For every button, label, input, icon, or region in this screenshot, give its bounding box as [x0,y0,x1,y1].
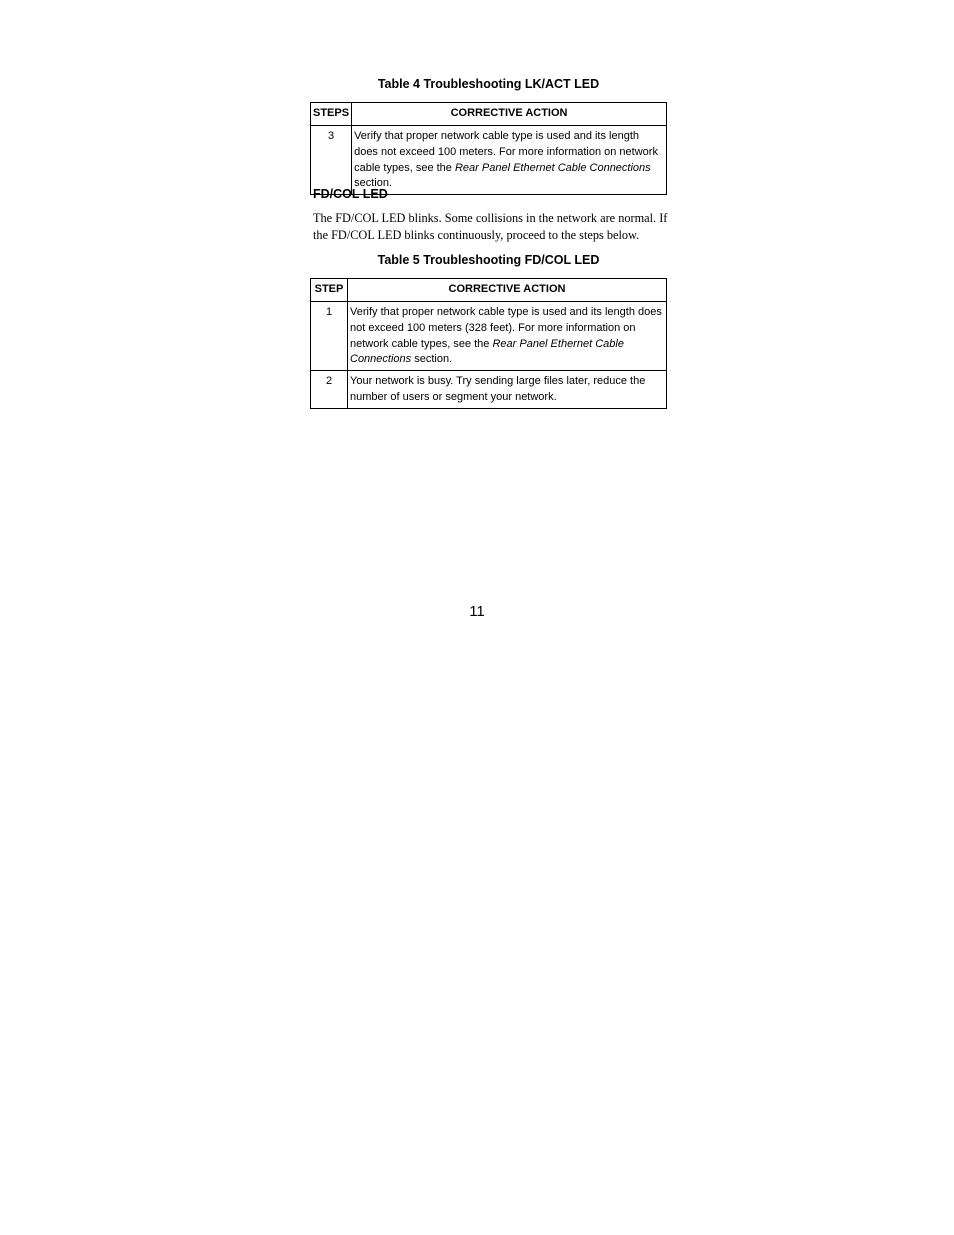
action-reference: Rear Panel Ethernet Cable Connections [350,337,624,366]
action-text: Verify that proper network cable type is used and its length does not exceed 100 meters (328 feet). For more information on network cable types, see the [350,306,662,350]
action-text: Your network is busy. Try sending large files later, reduce the number of users or segment your network. [350,375,646,403]
action-text-end: section. [354,177,392,190]
table-5-action-header: CORRECTIVE ACTION [348,279,667,302]
table-row [311,371,667,409]
table-5-header-row [311,279,667,302]
table-row [311,302,667,371]
table-4-header-row [311,103,667,126]
corrective-action [352,126,667,195]
corrective-action [348,302,667,371]
table-4-caption: Table 4 Troubleshooting LK/ACT LED [377,77,600,91]
corrective-action [348,371,667,409]
section-paragraph: The FD/COL LED blinks. Some collisions in the network are normal. If the FD/COL LED blinks continuously, proceed to the steps below. [313,211,668,242]
table-row [311,126,667,195]
step-number: 1 [311,302,348,371]
table-5-step-header: STEP [311,279,348,302]
table-4-steps-header: STEPS [311,103,352,126]
table-5-troubleshooting-fd-col [310,278,667,409]
section-heading-fd-col: FD/COL LED [313,187,388,201]
table-4-troubleshooting-lk-act [310,102,667,195]
action-reference: Rear Panel Ethernet Cable Connections [454,161,651,174]
step-number: 3 [311,126,352,195]
action-text: Verify that proper network cable type is used and its length does not exceed 100 meters. For more information on network cable types, see the [354,130,658,174]
step-number: 2 [311,371,348,409]
page-number: 11 [469,603,485,620]
action-text-end: section. [411,353,453,366]
table-5-caption: Table 5 Troubleshooting FD/COL LED [377,253,600,267]
table-4-action-header: CORRECTIVE ACTION [352,103,667,126]
